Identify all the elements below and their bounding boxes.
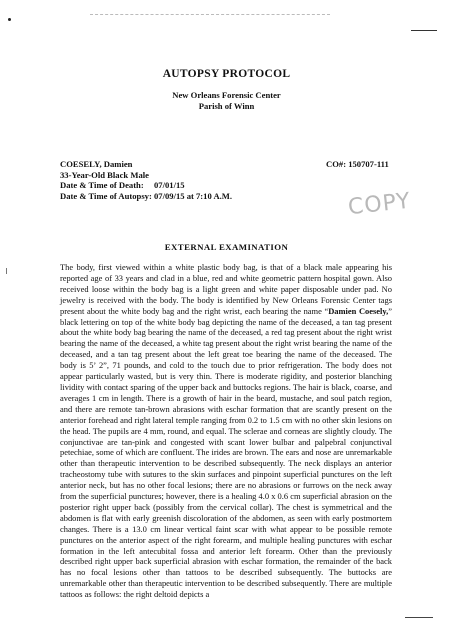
paragraph-text-part1: The body, first viewed within a white plastic body bag, is that of a black male appearing his reported age of 33 years and clad in a blue, red and white geometric pattern hospital gown. Also received loose within the body bag is a light green and white paper disposable under pad. No jewelry is received with the body. The body is identified by New Orleans Forensic Center tags present about the white body bag and the right wrist, each bearing the name “ [60, 262, 392, 316]
scan-artifact-corner [411, 30, 437, 31]
decedent-name: COESELY, Damien [60, 159, 133, 169]
scan-artifact-line [90, 14, 330, 15]
decedent-description: 33-Year-Old Black Male [60, 169, 149, 180]
autopsy-datetime-value: 07/09/15 at 7:10 A.M. [154, 190, 233, 201]
scan-artifact-bottom [405, 617, 433, 618]
external-examination-paragraph [60, 262, 392, 600]
death-datetime-value: 07/01/15 [154, 180, 185, 190]
autopsy-datetime-label: Date & Time of Autopsy: [60, 190, 152, 201]
death-datetime-row [60, 180, 185, 191]
autopsy-datetime-row [60, 191, 232, 202]
forensic-center-name: New Orleans Forensic Center [172, 90, 281, 100]
scan-artifact-dot [8, 18, 11, 21]
death-datetime-label: Date & Time of Death: [60, 180, 144, 190]
case-number: CO#: 150707-111 [326, 159, 389, 169]
paragraph-decedent-name: Damien Coesely, [328, 305, 389, 316]
section-heading: EXTERNAL EXAMINATION [164, 242, 289, 252]
scan-artifact-tick [6, 268, 7, 274]
document-title: AUTOPSY PROTOCOL [162, 68, 291, 80]
parish-name: Parish of Winn [198, 101, 255, 111]
copy-stamp: COPY [346, 188, 413, 221]
paragraph-text-part2: ” black lettering on top of the white body bag depicting the name of the deceased, a tan tag present about the white body bag bearing the name of the deceased, a red tag present about the right wrist bearing the name of the deceased, a white tag present about the right wrist bearing the name of the deceased, and a tan tag present about the left great toe bearing the name of the deceased. The body is 5’ 2”, 71 pounds, and cold to the touch due to prior refrigeration. The body does not appear particularly wasted, but is very thin. There is moderate rigidity, and posterior blanching lividity with contact sparing of the upper back and buttocks regions. The hair is black, coarse, and averages 1 cm in length. There is a growth of hair in the beard, mustache, and soul patch region, and there are remote tan-brown abrasions with eschar formation that are scantly present on the anterior forehead and right lateral temple ranging from 0.2 to 1.5 cm with no other skin lesions on the head. The pupils are 4 mm, round, and equal. The sclerae and corneas are slightly cloudy. The conjunctivae are tan-pink and congested with scant lower bulbar and palpebral conjunctival petechiae, some of which are confluent. The irides are brown. The ears and nose are unremarkable other than therapeutic intervention to be described subsequently. The neck displays an anterior tracheostomy tube with sutures to the skin surfaces and pinpoint superficial punctures on the left anterior neck, but has no other focal lesions; there are no abrasions or furrows on the neck away from the superficial punctures; however, there is a healing 4.0 x 0.6 cm superficial abrasion on the posterior right upper back (possibly from the cervical collar). The chest is symmetrical and the abdomen is flat with early greenish discoloration of the abdomen, as seen with early postmortem changes. There is a 13.0 cm linear vertical faint scar with what appear to be possible remote punctures on the anterior aspect of the right forearm, and multiple healing punctures with eschar formation in the left antecubital fossa and anterior left forearm. Other than the previously described right upper back superficial abrasion with eschar formation, the remainder of the back has no focal lesions other than tattoos to be described subsequently. The buttocks are unremarkable other than therapeutic intervention to be described subsequently. There are multiple tattoos as follows: the right deltoid depicts a [60, 305, 392, 600]
